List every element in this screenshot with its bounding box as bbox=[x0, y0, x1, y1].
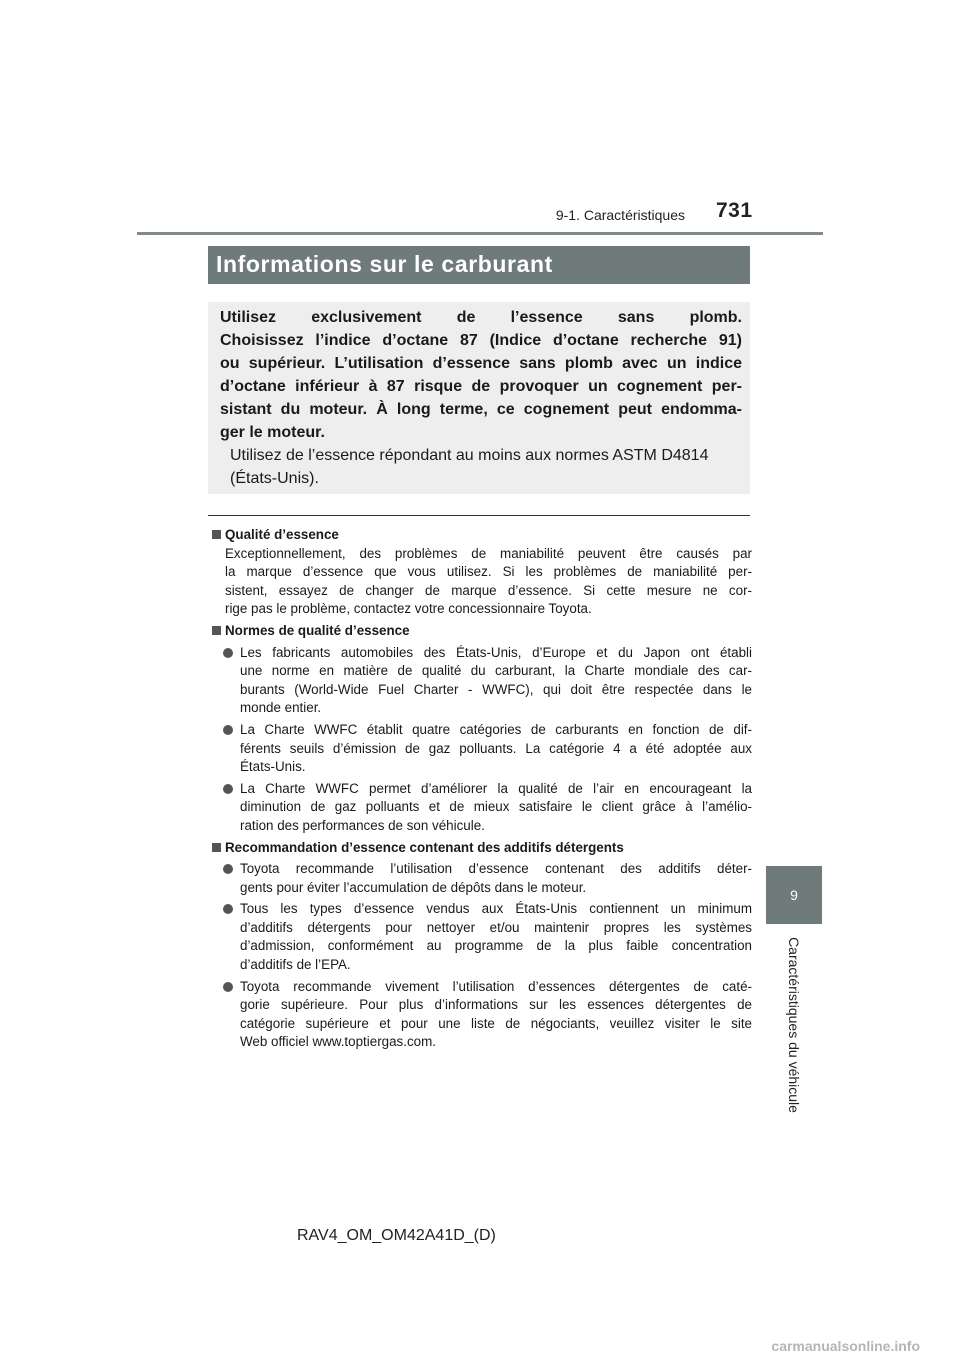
text-line: la marque d’essence que vous utilisez. Si les problèmes de maniabilité per- bbox=[225, 564, 752, 580]
text-line: d’additifs de l’EPA. bbox=[240, 957, 351, 973]
text-line: Toyota recommande l’utilisation d’essence contenant des additifs déter- bbox=[240, 861, 752, 877]
bullet-item bbox=[212, 978, 752, 1052]
section-paragraph bbox=[212, 545, 752, 619]
circle-bullet-icon bbox=[223, 648, 233, 658]
summary-line: d’octane inférieur à 87 risque de provoquer un cognement per- bbox=[220, 378, 742, 395]
chapter-label-container bbox=[764, 925, 824, 1125]
circle-bullet-icon bbox=[223, 982, 233, 992]
text-line: ration des performances de son véhicule. bbox=[240, 817, 485, 833]
summary-line: (États-Unis). bbox=[230, 470, 319, 487]
text-line: monde entier. bbox=[240, 700, 322, 716]
text-line: d’admission, conformément au programme de la plus faible concentration bbox=[240, 938, 752, 954]
text-line: La Charte WWFC établit quatre catégories de carburants en fonction de dif- bbox=[240, 721, 752, 737]
summary-bold-text bbox=[220, 306, 742, 444]
summary-line: Utilisez exclusivement de l’essence sans plomb. bbox=[220, 309, 742, 326]
circle-bullet-icon bbox=[223, 725, 233, 735]
text-line: Toyota recommande vivement l’utilisation d’essences détergentes de caté- bbox=[240, 978, 752, 994]
page-number: 731 bbox=[716, 199, 753, 222]
section-heading bbox=[212, 839, 752, 858]
title-bar bbox=[208, 246, 750, 284]
chapter-tab[interactable]: 9 bbox=[766, 866, 822, 924]
section-heading bbox=[212, 526, 752, 545]
bullet-item bbox=[212, 721, 752, 777]
summary-line: Utilisez de l’essence répondant au moins aux normes ASTM D4814 bbox=[230, 447, 709, 464]
summary-line: ger le moteur. bbox=[220, 424, 325, 441]
text-line: d’additifs détergents pour nettoyer et/ou maintenir propres les systèmes bbox=[240, 919, 752, 935]
watermark: carmanualsonline.info bbox=[771, 1338, 920, 1354]
circle-bullet-icon bbox=[223, 904, 233, 914]
summary-normal-text bbox=[230, 444, 742, 490]
page-title: Informations sur le carburant bbox=[216, 251, 553, 277]
bullet-item bbox=[212, 900, 752, 974]
text-line: rige pas le problème, contactez votre concessionnaire Toyota. bbox=[225, 601, 592, 617]
header-rule bbox=[137, 232, 823, 235]
square-bullet-icon bbox=[212, 843, 221, 852]
circle-bullet-icon bbox=[223, 864, 233, 874]
summary-line: Choisissez l’indice d’octane 87 (Indice d’octane recherche 91) bbox=[220, 332, 742, 349]
bullet-item bbox=[212, 780, 752, 836]
document-footer: RAV4_OM_OM42A41D_(D) bbox=[297, 1227, 496, 1244]
text-line: une norme en matière de qualité du carburant, la Charte mondiale des car- bbox=[240, 663, 752, 679]
text-line: États-Unis. bbox=[240, 759, 306, 775]
section-heading-text: Normes de qualité d’essence bbox=[225, 622, 410, 638]
content-rule bbox=[208, 515, 750, 516]
text-line: gents pour éviter l’accumulation de dépôts dans le moteur. bbox=[240, 879, 587, 895]
content-body bbox=[212, 523, 752, 1052]
section-heading bbox=[212, 622, 752, 641]
section-heading-text: Recommandation d’essence contenant des additifs détergents bbox=[225, 839, 624, 855]
summary-line: sistant du moteur. À long terme, ce cognement peut endomma- bbox=[220, 401, 742, 418]
square-bullet-icon bbox=[212, 530, 221, 539]
chapter-label: Caractéristiques du véhicule bbox=[786, 937, 802, 1113]
text-line: gorie supérieure. Pour plus d’informations sur les essences détergentes de bbox=[240, 997, 752, 1013]
summary-line: ou supérieur. L’utilisation d’essence sans plomb avec un indice bbox=[220, 355, 742, 372]
text-line: sistent, essayez de changer de marque d’essence. Si cette mesure ne cor- bbox=[225, 582, 752, 598]
text-line: diminution de gaz polluants et de mieux satisfaire le client grâce à l’amélio- bbox=[240, 799, 752, 815]
text-line: Web officiel www.toptiergas.com. bbox=[240, 1034, 436, 1050]
summary-box bbox=[208, 302, 750, 494]
text-line: Tous les types d’essence vendus aux États-Unis contiennent un minimum bbox=[240, 901, 752, 917]
text-line: férents seuils d’émission de gaz polluants. La catégorie 4 a été adoptée aux bbox=[240, 740, 752, 756]
bullet-item bbox=[212, 644, 752, 718]
text-line: burants (World-Wide Fuel Charter - WWFC), qui doit être respectée dans le bbox=[240, 681, 752, 697]
text-line: Exceptionnellement, des problèmes de maniabilité peuvent être causés par bbox=[225, 545, 752, 561]
page-header bbox=[0, 199, 960, 233]
square-bullet-icon bbox=[212, 626, 221, 635]
bullet-item bbox=[212, 860, 752, 897]
circle-bullet-icon bbox=[223, 784, 233, 794]
section-heading-text: Qualité d’essence bbox=[225, 527, 339, 542]
section-label: 9-1. Caractéristiques bbox=[555, 207, 685, 223]
text-line: La Charte WWFC permet d’améliorer la qualité de l’air en encourageant la bbox=[240, 780, 752, 796]
text-line: Les fabricants automobiles des États-Unis, d’Europe et du Japon ont établi bbox=[240, 644, 752, 660]
text-line: catégorie supérieure et pour une liste de négociants, veuillez visiter le site bbox=[240, 1015, 752, 1031]
